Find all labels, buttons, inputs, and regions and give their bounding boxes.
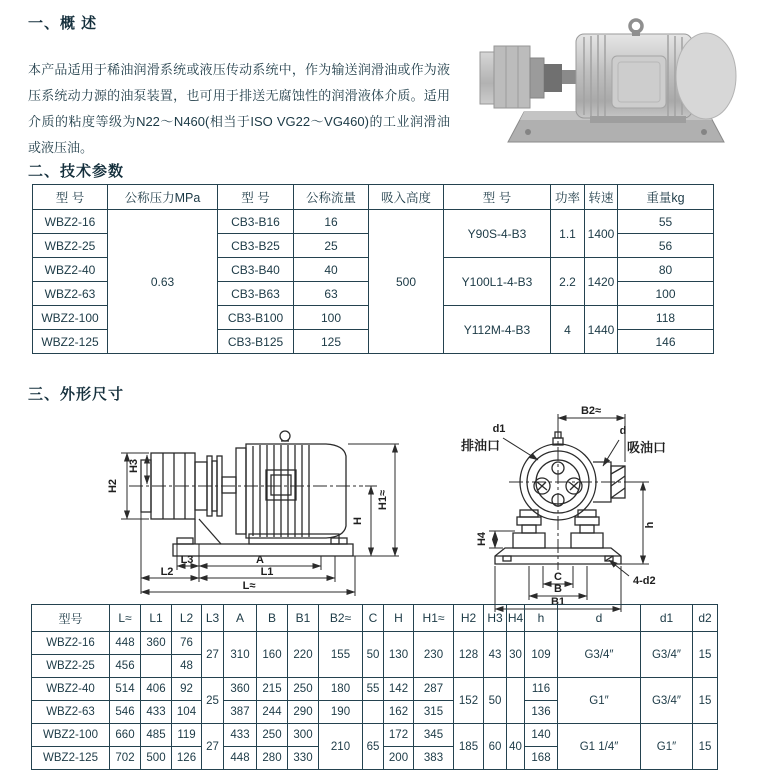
pump-motor-photo-graphic bbox=[466, 12, 766, 157]
table-cell bbox=[363, 701, 384, 724]
table-cell bbox=[507, 678, 525, 724]
table-cell: 119 bbox=[172, 724, 202, 747]
column-header: 型 号 bbox=[444, 185, 551, 210]
table-cell: 185 bbox=[454, 724, 484, 770]
table-cell: 128 bbox=[454, 632, 484, 678]
table-row bbox=[32, 632, 718, 655]
column-header: 型 号 bbox=[218, 185, 294, 210]
dim-label-h: H bbox=[352, 517, 364, 525]
table-cell: 160 bbox=[257, 632, 288, 678]
table-cell: 2.2 bbox=[551, 258, 585, 306]
table-cell: 433 bbox=[141, 701, 172, 724]
side-view-machine bbox=[141, 431, 353, 556]
table-cell: 15 bbox=[693, 724, 718, 770]
table-cell: 406 bbox=[141, 678, 172, 701]
table-cell: 25 bbox=[294, 234, 369, 258]
table-cell: 345 bbox=[414, 724, 454, 747]
table-cell: CB3-B40 bbox=[218, 258, 294, 282]
table-cell: 100 bbox=[618, 282, 714, 306]
table-cell: 60 bbox=[484, 724, 507, 770]
table-cell: WBZ2-25 bbox=[32, 655, 110, 678]
table-cell: WBZ2-125 bbox=[32, 747, 110, 770]
table-cell: 456 bbox=[110, 655, 141, 678]
table-cell: 56 bbox=[618, 234, 714, 258]
table-cell: 702 bbox=[110, 747, 141, 770]
end-view-dimensions bbox=[489, 414, 649, 612]
table-cell: 168 bbox=[525, 747, 558, 770]
table-row bbox=[33, 210, 714, 234]
section1-paragraph: 本产品适用于稀油润滑系统或液压传动系统中，作为输送润滑油或作为液压系统动力源的油泵装置，也可用于排送无腐蚀性的润滑液体介质。适用介质的粘度等级为N22～N460(相当于ISO VG22～VG460)的工业润滑油或液压油。 bbox=[28, 62, 450, 155]
column-header: H2 bbox=[454, 605, 484, 632]
table-cell: 63 bbox=[294, 282, 369, 306]
column-header: B bbox=[257, 605, 288, 632]
table-cell: CB3-B125 bbox=[218, 330, 294, 354]
table-cell: 92 bbox=[172, 678, 202, 701]
table-cell: 65 bbox=[363, 724, 384, 770]
table-cell: CB3-B16 bbox=[218, 210, 294, 234]
table-cell: 155 bbox=[319, 632, 363, 678]
table-cell: 25 bbox=[202, 678, 224, 724]
table-cell: 15 bbox=[693, 678, 718, 724]
table-cell: 50 bbox=[484, 678, 507, 724]
table-cell: 16 bbox=[294, 210, 369, 234]
table-cell: 104 bbox=[172, 701, 202, 724]
dim-label-h2: H2 bbox=[107, 478, 119, 494]
table-cell: G3/4″ bbox=[641, 632, 693, 678]
table-cell: 40 bbox=[294, 258, 369, 282]
side-view-drawing bbox=[103, 420, 423, 621]
table-cell: WBZ2-63 bbox=[32, 701, 110, 724]
column-header: L1 bbox=[141, 605, 172, 632]
column-header: B2≈ bbox=[319, 605, 363, 632]
table-cell: Y100L1-4-B3 bbox=[444, 258, 551, 306]
dim-label-h4: H4 bbox=[476, 531, 488, 547]
table-cell: G3/4″ bbox=[558, 632, 641, 678]
table-cell: 125 bbox=[294, 330, 369, 354]
column-header: d bbox=[558, 605, 641, 632]
column-header: H3 bbox=[484, 605, 507, 632]
table-cell: WBZ2-40 bbox=[33, 258, 108, 282]
data-table bbox=[32, 184, 714, 354]
table-cell: 136 bbox=[525, 701, 558, 724]
column-header: H4 bbox=[507, 605, 525, 632]
table-cell: G1″ bbox=[558, 678, 641, 724]
table-cell: 109 bbox=[525, 632, 558, 678]
column-header: h bbox=[525, 605, 558, 632]
table-cell: 27 bbox=[202, 724, 224, 770]
dim-label-4d2: 4-d2 bbox=[633, 575, 656, 587]
table-cell: 48 bbox=[172, 655, 202, 678]
table-cell: 190 bbox=[319, 701, 363, 724]
table-cell: 215 bbox=[257, 678, 288, 701]
product-photo bbox=[466, 12, 766, 162]
dim-label-d: d bbox=[619, 425, 627, 437]
dim-label-b1: B1 bbox=[550, 596, 566, 608]
table-cell: 40 bbox=[507, 724, 525, 770]
table-cell: 310 bbox=[224, 632, 257, 678]
dimensions-table bbox=[31, 604, 718, 770]
table-cell: G1 1/4″ bbox=[558, 724, 641, 770]
table-cell: 80 bbox=[618, 258, 714, 282]
column-header: B1 bbox=[288, 605, 319, 632]
dim-label-a: A bbox=[256, 554, 264, 566]
column-header: L2 bbox=[172, 605, 202, 632]
table-cell: 210 bbox=[319, 724, 363, 770]
data-table bbox=[31, 604, 718, 770]
table-cell: 152 bbox=[454, 678, 484, 724]
column-header: H1≈ bbox=[414, 605, 454, 632]
column-header: 公称压力MPa bbox=[108, 185, 218, 210]
table-cell: 0.63 bbox=[108, 210, 218, 354]
table-cell: CB3-B63 bbox=[218, 282, 294, 306]
table-cell: WBZ2-125 bbox=[33, 330, 108, 354]
table-cell: WBZ2-100 bbox=[32, 724, 110, 747]
header-row bbox=[33, 185, 714, 210]
column-header: L≈ bbox=[110, 605, 141, 632]
column-header: 功率 bbox=[551, 185, 585, 210]
table-cell: 287 bbox=[414, 678, 454, 701]
tech-params-table bbox=[32, 184, 714, 354]
dim-label-b2: B2≈ bbox=[580, 405, 602, 417]
column-header: C bbox=[363, 605, 384, 632]
table-cell: 146 bbox=[618, 330, 714, 354]
table-cell: 180 bbox=[319, 678, 363, 701]
end-view-drawing bbox=[443, 398, 728, 619]
table-cell: 383 bbox=[414, 747, 454, 770]
dim-label-d1: d1 bbox=[492, 423, 506, 435]
column-header: 重量kg bbox=[618, 185, 714, 210]
column-header: A bbox=[224, 605, 257, 632]
dim-label-l: L≈ bbox=[242, 580, 256, 592]
dim-label-b: B bbox=[554, 583, 562, 595]
column-header: 吸入高度 bbox=[369, 185, 444, 210]
dim-label-l1: L1 bbox=[260, 566, 274, 578]
table-cell: 300 bbox=[288, 724, 319, 747]
section1-heading: 一、概 述 bbox=[28, 15, 98, 32]
table-cell: 130 bbox=[384, 632, 414, 678]
dim-label-l2: L2 bbox=[160, 566, 174, 578]
table-cell: 280 bbox=[257, 747, 288, 770]
table-cell: 448 bbox=[224, 747, 257, 770]
table-cell: 514 bbox=[110, 678, 141, 701]
section3-heading: 三、外形尺寸 bbox=[28, 386, 125, 403]
table-cell: 100 bbox=[294, 306, 369, 330]
table-cell: 15 bbox=[693, 632, 718, 678]
table-cell: 660 bbox=[110, 724, 141, 747]
column-header: 型 号 bbox=[33, 185, 108, 210]
table-cell: 162 bbox=[384, 701, 414, 724]
table-cell: 250 bbox=[288, 678, 319, 701]
table-cell: G3/4″ bbox=[641, 678, 693, 724]
table-cell: 448 bbox=[110, 632, 141, 655]
oil-outlet-label: 排油口 bbox=[461, 438, 501, 453]
oil-suction-label: 吸油口 bbox=[627, 440, 667, 455]
table-cell: 142 bbox=[384, 678, 414, 701]
table-cell: 1440 bbox=[585, 306, 618, 354]
table-cell: 76 bbox=[172, 632, 202, 655]
table-cell: 546 bbox=[110, 701, 141, 724]
table-cell: 485 bbox=[141, 724, 172, 747]
table-cell: WBZ2-100 bbox=[33, 306, 108, 330]
dim-label-c: C bbox=[554, 571, 562, 583]
table-cell: 27 bbox=[202, 632, 224, 678]
table-cell: 126 bbox=[172, 747, 202, 770]
section2-heading: 二、技术参数 bbox=[28, 163, 125, 180]
dim-label-h1: H1≈ bbox=[377, 489, 389, 511]
table-cell: CB3-B25 bbox=[218, 234, 294, 258]
table-cell: WBZ2-25 bbox=[33, 234, 108, 258]
table-cell: Y112M-4-B3 bbox=[444, 306, 551, 354]
table-cell: 200 bbox=[384, 747, 414, 770]
table-cell: 55 bbox=[618, 210, 714, 234]
column-header: 型号 bbox=[32, 605, 110, 632]
column-header: d1 bbox=[641, 605, 693, 632]
table-cell: 250 bbox=[257, 724, 288, 747]
table-cell: 500 bbox=[369, 210, 444, 354]
dim-label-h-small: h bbox=[644, 521, 656, 529]
table-cell: 1420 bbox=[585, 258, 618, 306]
table-cell: WBZ2-16 bbox=[32, 632, 110, 655]
table-cell: 330 bbox=[288, 747, 319, 770]
table-cell: CB3-B100 bbox=[218, 306, 294, 330]
table-cell: 230 bbox=[414, 632, 454, 678]
table-cell: Y90S-4-B3 bbox=[444, 210, 551, 258]
table-cell: WBZ2-63 bbox=[33, 282, 108, 306]
end-view-machine bbox=[495, 432, 625, 564]
table-cell: 220 bbox=[288, 632, 319, 678]
table-cell: 43 bbox=[484, 632, 507, 678]
table-cell: 1400 bbox=[585, 210, 618, 258]
table-cell: 360 bbox=[224, 678, 257, 701]
table-cell: 55 bbox=[363, 678, 384, 701]
table-cell: 4 bbox=[551, 306, 585, 354]
table-cell: WBZ2-40 bbox=[32, 678, 110, 701]
table-cell: 30 bbox=[507, 632, 525, 678]
table-cell: 118 bbox=[618, 306, 714, 330]
table-cell: G1″ bbox=[641, 724, 693, 770]
table-cell: 360 bbox=[141, 632, 172, 655]
column-header: 公称流量 bbox=[294, 185, 369, 210]
table-cell bbox=[141, 655, 172, 678]
table-cell: 244 bbox=[257, 701, 288, 724]
table-cell: 290 bbox=[288, 701, 319, 724]
column-header: L3 bbox=[202, 605, 224, 632]
table-cell: 1.1 bbox=[551, 210, 585, 258]
header-row bbox=[32, 605, 718, 632]
table-cell: 500 bbox=[141, 747, 172, 770]
table-row bbox=[32, 724, 718, 747]
table-cell: 315 bbox=[414, 701, 454, 724]
dim-label-h3: H3 bbox=[128, 458, 140, 474]
table-cell: 433 bbox=[224, 724, 257, 747]
table-cell: 140 bbox=[525, 724, 558, 747]
table-cell: 172 bbox=[384, 724, 414, 747]
column-header: H bbox=[384, 605, 414, 632]
table-cell: WBZ2-16 bbox=[33, 210, 108, 234]
column-header: 转速 bbox=[585, 185, 618, 210]
table-cell: 116 bbox=[525, 678, 558, 701]
table-cell: 50 bbox=[363, 632, 384, 678]
table-row bbox=[32, 678, 718, 701]
table-cell: 387 bbox=[224, 701, 257, 724]
column-header: d2 bbox=[693, 605, 718, 632]
dim-label-l3: L3 bbox=[180, 554, 194, 566]
